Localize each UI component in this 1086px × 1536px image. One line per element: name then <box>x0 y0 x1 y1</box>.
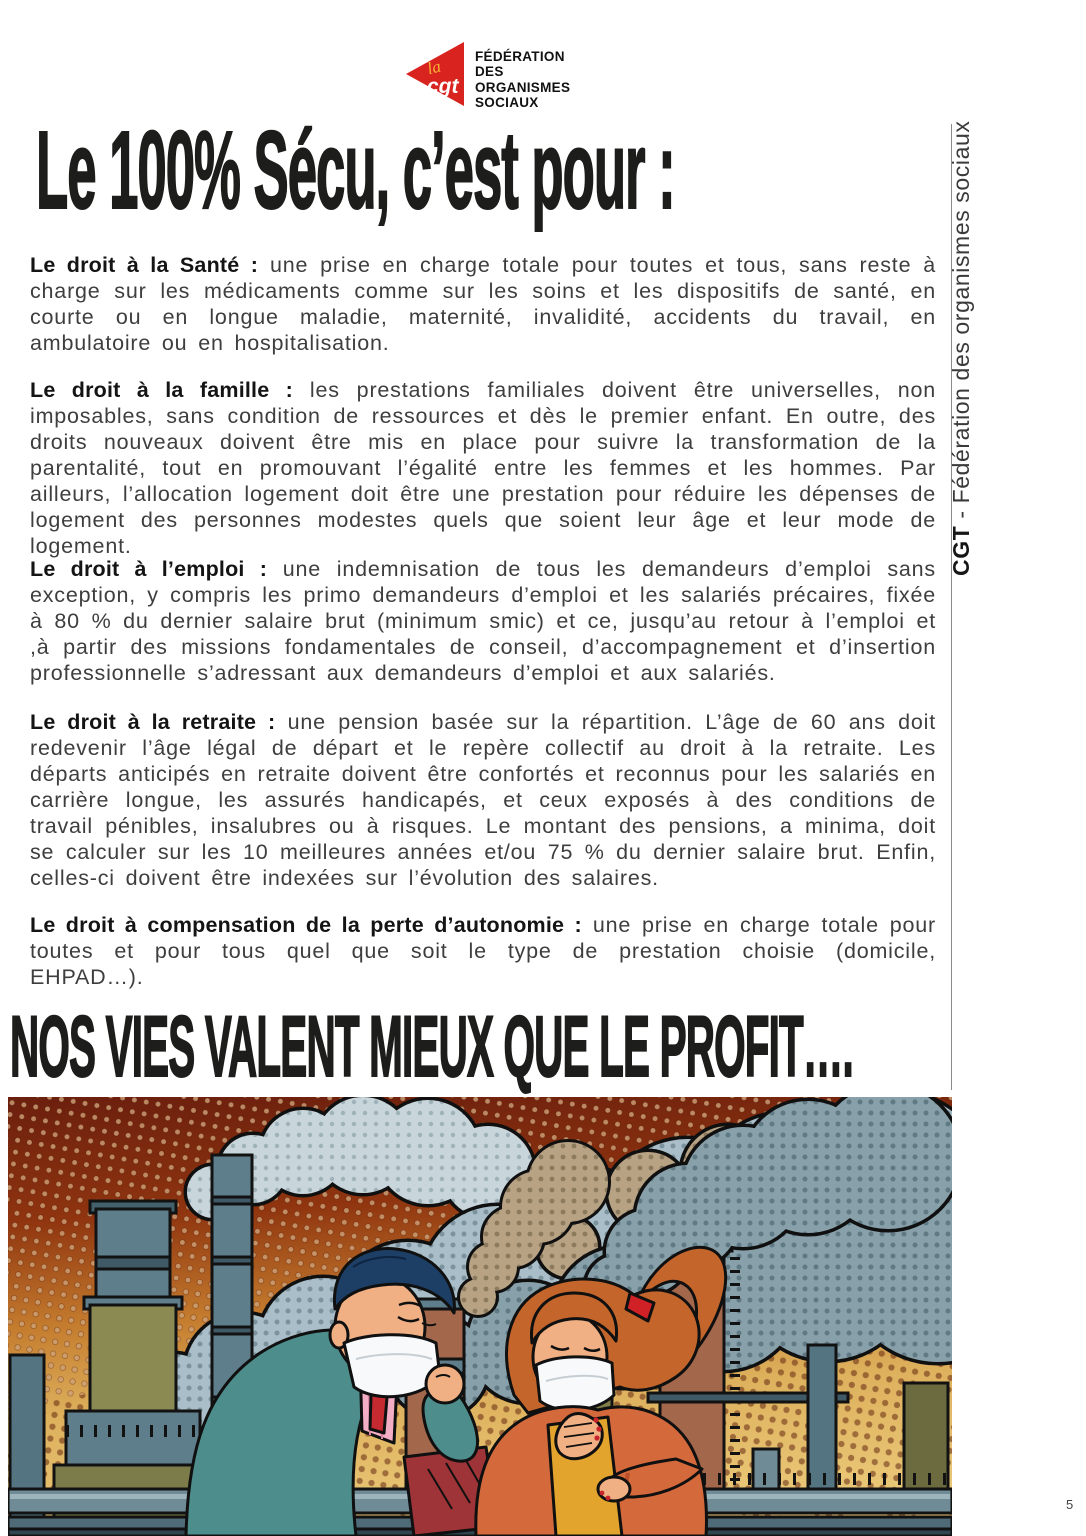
slogan-text: NOS VIES VALENT MIEUX QUE LE PROFIT…. <box>10 999 853 1095</box>
svg-text:la: la <box>425 56 443 79</box>
paragraph-lead: Le droit à compensation de la perte d’autonomie : <box>30 913 582 937</box>
svg-text:cgt: cgt <box>427 75 459 98</box>
slogan-headline <box>10 999 1086 1095</box>
paragraph-lead: Le droit à la Santé : <box>30 253 259 277</box>
logo-line: DES <box>475 64 504 80</box>
cgt-logo <box>404 40 570 111</box>
paragraph-sante <box>30 252 936 356</box>
logo-line: ORGANISMES <box>475 79 571 95</box>
page-title-text: Le 100% Sécu, c’est pour : <box>36 109 675 232</box>
page-number: 5 <box>1066 1497 1074 1512</box>
paragraph-body: une prise en charge totale pour toutes et tous, sans reste à charge sur les médicaments comme sur les soins et les dispositifs de santé, en courte ou en longue maladie, maternité, invalidité, accidents du travail, en ambulatoire ou en hospitalisation. <box>30 253 936 355</box>
paragraph-famille <box>30 377 936 559</box>
paragraph-autonomie <box>30 912 936 990</box>
paragraph-body: les prestations familiales doivent être universelles, non imposables, sans condition de ressources et dès le premier enfant. En outre, des droits nouveaux doivent être mis en place pour suivre la transformation de la parentalité, tout en promouvant l’égalité entre les femmes et les hommes. Par ailleurs, l’allocation logement doit être une prestation pour réduire les dépenses de logement des personnes modestes quels que soient leur âge et leur mode de logement. <box>30 378 937 558</box>
paragraph-emploi <box>30 556 936 686</box>
vertical-caption-cgt: CGT <box>948 525 974 576</box>
paragraph-body: une prise en charge totale pour toutes et pour tous quel que soit le type de prestation choisie (domicile, EHPAD…). <box>30 913 936 989</box>
paragraph-lead: Le droit à la retraite : <box>30 710 276 734</box>
cgt-logo-icon <box>404 40 466 108</box>
vertical-caption <box>948 118 974 576</box>
paragraph-lead: Le droit à l’emploi : <box>30 557 268 581</box>
pollution-illustration <box>8 1097 952 1536</box>
paragraph-retraite <box>30 709 936 891</box>
paragraph-body: une pension basée sur la répartition. L’âge de 60 ans doit redevenir l’âge légal de départ et le repère collectif au droit à la retraite. Les départs anticipés en retraite doivent être confortés et reconnus pour les salariés en carrière longue, les assurés handicapés, et ceux exposés à des conditions de travail pénibles, insalubres ou à risques. Le montant des pensions, a minima, doit se calculer sur les 10 meilleures années et/ou 75 % du dernier salaire brut. Enfin, celles-ci doivent être indexées sur l’évolution des salaires. <box>30 710 936 890</box>
logo-line: FÉDÉRATION <box>475 49 565 64</box>
logo-org-name <box>475 40 570 111</box>
paragraph-body: une indemnisation de tous les demandeurs d’emploi sans exception, y compris les primo demandeurs d’emploi et les salariés précaires, fixée à 80 % du dernier salaire brut (minimum smic) et ce, jusqu’au retour à l’emploi et ,à partir des missions fondamentales de conseil, d’accompagnement et d’insertion professionnelle s’adressant aux demandeurs d’emploi et aux salariés. <box>30 557 936 685</box>
page-title <box>36 109 1086 232</box>
vertical-caption-text: - Fédération des organismes sociaux <box>948 120 974 526</box>
paragraph-lead: Le droit à la famille : <box>30 378 294 402</box>
logo-line: SOCIAUX <box>475 95 539 111</box>
